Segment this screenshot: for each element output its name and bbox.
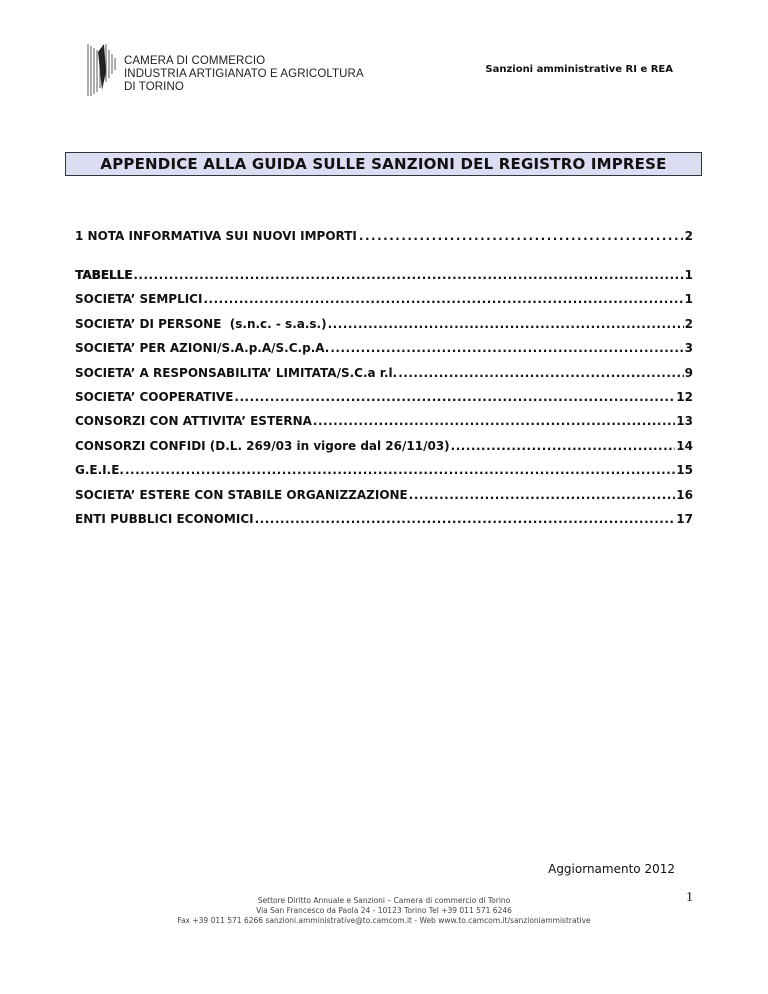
appendix-banner: APPENDICE ALLA GUIDA SULLE SANZIONI DEL REGISTRO IMPRESE [65, 152, 702, 176]
toc-leader [409, 488, 676, 502]
toc-entry-label: SOCIETA’ ESTERE CON STABILE ORGANIZZAZIONE [75, 487, 408, 502]
toc-leader [255, 512, 676, 526]
toc-entry-label: SOCIETA’ DI PERSONE (s.n.c. - s.a.s.) [75, 316, 327, 331]
toc-entry-label: SOCIETA’ SEMPLICI [75, 292, 203, 307]
organization-name [124, 55, 364, 94]
toc-entry-page: 2 [684, 316, 693, 331]
toc-leader [330, 341, 683, 355]
table-of-contents [75, 268, 693, 536]
toc-entry-societa-semplici[interactable] [75, 292, 693, 316]
toc-entry-label: G.E.I.E. [75, 463, 124, 478]
toc-entry-page: 15 [676, 463, 693, 478]
toc-leader [328, 317, 684, 331]
toc-leader [203, 292, 683, 306]
toc-entry-page: 9 [684, 365, 693, 380]
toc-entry-societa-estere[interactable] [75, 488, 693, 512]
page-footer [0, 896, 768, 926]
toc-entry-consorzi-attivita-esterna[interactable] [75, 414, 693, 438]
toc-main-label: 1 NOTA INFORMATIVA SUI NUOVI IMPORTI [75, 229, 357, 243]
toc-entry-page: 13 [676, 414, 693, 429]
toc-entry-label: CONSORZI CON ATTIVITA’ ESTERNA [75, 414, 312, 429]
toc-entry-label: ENTI PUBBLICI ECONOMICI [75, 511, 254, 526]
toc-leader [234, 390, 675, 404]
toc-entry-page: 16 [676, 487, 693, 502]
toc-entry-enti-pubblici[interactable] [75, 512, 693, 536]
toc-entry-label: SOCIETA’ A RESPONSABILITA’ LIMITATA/S.C.a r.l. [75, 365, 398, 380]
toc-entry-label: TABELLE [75, 268, 133, 282]
org-line-3: DI TORINO [124, 81, 184, 93]
toc-entry-societa-cooperative[interactable] [75, 390, 693, 414]
toc-leader [133, 268, 683, 282]
toc-main-page: 2 [684, 229, 693, 243]
toc-entry-label: CONSORZI CONFIDI (D.L. 269/03 in vigore dal 26/11/03) [75, 438, 450, 453]
toc-entry-page: 1 [684, 292, 693, 307]
toc-entry-label: SOCIETA’ COOPERATIVE [75, 389, 234, 404]
toc-entry-tabelle[interactable] [75, 268, 693, 292]
toc-entry-societa-srl[interactable] [75, 366, 693, 390]
footer-line-3: Fax +39 011 571 6266 sanzioni.amministrative@to.camcom.it - Web www.to.camcom.it/sanzioniammistrative [177, 916, 591, 925]
toc-entry-consorzi-confidi[interactable] [75, 439, 693, 463]
toc-entry-geie[interactable] [75, 463, 693, 487]
chamber-logo-icon [84, 42, 120, 98]
footer-line-1: Settore Diritto Annuale e Sanzioni – Camera di commercio di Torino [257, 896, 511, 905]
document-header-title: Sanzioni amministrative RI e REA [485, 64, 673, 75]
toc-main-entry[interactable] [75, 229, 693, 243]
toc-entry-page: 1 [684, 268, 693, 282]
org-line-1: CAMERA DI COMMERCIO [124, 55, 266, 67]
toc-entry-page: 14 [676, 438, 693, 453]
update-note: Aggiornamento 2012 [548, 862, 675, 876]
toc-entry-page: 12 [676, 389, 693, 404]
toc-entry-societa-per-azioni[interactable] [75, 341, 693, 365]
toc-entry-societa-di-persone[interactable] [75, 317, 693, 341]
org-line-2: INDUSTRIA ARTIGIANATO E AGRICOLTURA [124, 68, 364, 80]
page-number: 1 [686, 890, 693, 905]
toc-leader [313, 414, 675, 428]
toc-entry-label: SOCIETA’ PER AZIONI/S.A.p.A/S.C.p.A. [75, 341, 330, 356]
toc-leader [359, 229, 683, 243]
toc-leader [398, 366, 683, 380]
toc-leader [125, 463, 675, 477]
toc-entry-page: 17 [676, 511, 693, 526]
footer-line-2: Via San Francesco da Paola 24 - 10123 Torino Tel +39 011 571 6246 [256, 906, 512, 915]
toc-entry-page: 3 [684, 341, 693, 356]
toc-leader [451, 439, 676, 453]
